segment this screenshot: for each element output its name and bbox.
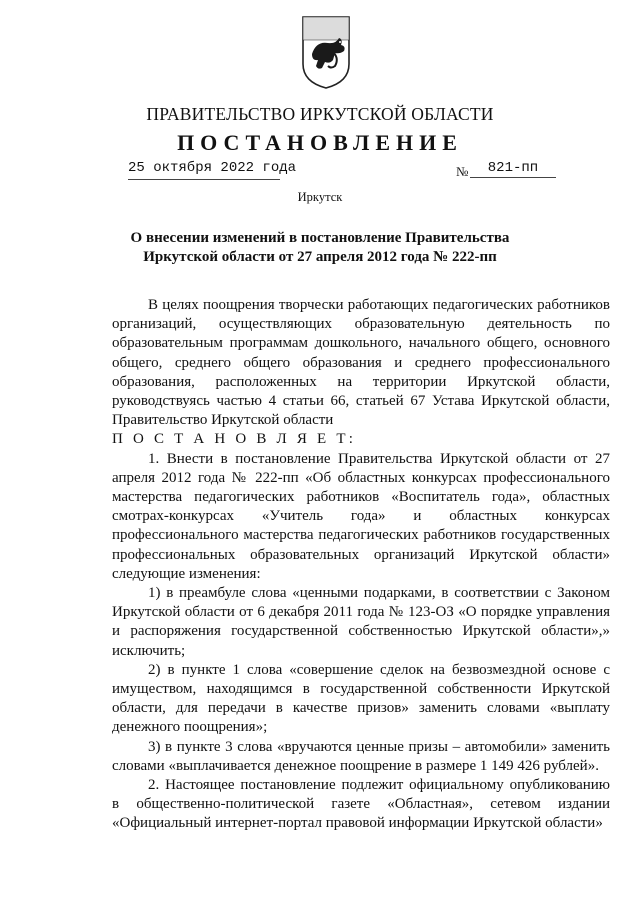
date-underline	[128, 179, 280, 180]
resolves-heading: П О С Т А Н О В Л Я Е Т:	[112, 431, 357, 448]
document-date	[128, 160, 296, 176]
document-title: О внесении изменений в постановление Правительства Иркутской области от 27 апреля 2012 года № 222-пп	[130, 230, 510, 265]
number-sign: №	[456, 164, 469, 179]
subitem-1-paragraph: 1) в преамбуле слова «ценными подарками, в соответствии с Законом Иркутской области от 6 декабря 2011 года № 123-ОЗ «О порядке управления и распоряжения государственной собственностью Иркутской области»,» исключить;	[112, 585, 610, 659]
item-2-paragraph: 2. Настоящее постановление подлежит официальному опубликованию в общественно-политической газете «Областная», сетевом издании «Официальный интернет-портал правовой информации Иркутской области»	[112, 777, 610, 832]
organization-name: ПРАВИТЕЛЬСТВО ИРКУТСКОЙ ОБЛАСТИ	[146, 104, 494, 124]
document-type: ПОСТАНОВЛЕНИЕ	[177, 130, 463, 155]
preamble-paragraph: В целях поощрения творчески работающих педагогических работников организаций, осуществляющих образовательную деятельность по образовательным программам дошкольного, начального общего, основного общего, среднего общего образования и среднего профессионального образования, расположенных на территории Иркутской области, руководствуясь частью 4 статьи 66, статьей 67 Устава Иркутской области, Правительство Иркутской области	[112, 297, 610, 429]
subitem-2-paragraph: 2) в пункте 1 слова «совершение сделок на безвозмездной основе с имуществом, находящимся в государственной собственности Иркутской области, для передачи в качестве призов» заменить словами «выплату денежного поощрения»;	[112, 661, 610, 736]
document-number: 821-пп	[470, 160, 556, 178]
date-text: 25 октября 2022 года	[128, 160, 297, 176]
subitem-3-paragraph: 3) в пункте 3 слова «вручаются ценные призы – автомобили» заменить словами «выплачивается денежное поощрение в размере 1 149 426 рублей».	[112, 738, 610, 774]
city-name: Иркутск	[297, 190, 343, 204]
item-1-paragraph: 1. Внести в постановление Правительства Иркутской области от 27 апреля 2012 года № 222-пп «Об областных конкурсах профессионального мастерства педагогических работников «Воспитатель года», областных смотрах-конкурсах «Учитель года» и областных конкурсах профессионального мастерства педагогических работников государственных профессиональных образовательных организаций Иркутской области» следующие изменения:	[112, 450, 610, 582]
document-body	[112, 296, 610, 834]
coat-of-arms-icon	[300, 14, 352, 90]
